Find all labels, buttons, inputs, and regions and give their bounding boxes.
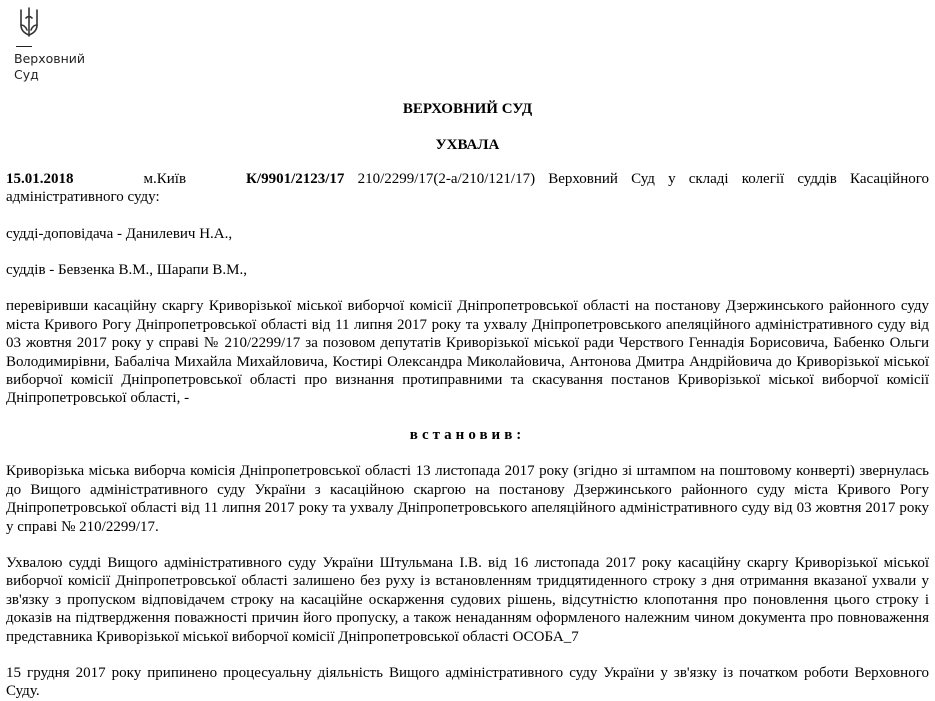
paragraph-2: Ухвалою судді Вищого адміністративного суду України Штульмана І.В. від 16 листопада 2017 року касаційну скаргу Криворізької міської виборчої комісії Дніпропетровської області залишено без руху із встановленням тридцятиденного строку з дня отримання вказаної ухвали у зв'язку з пропуском відповідачем строку на касаційне оскарження судових рішень, відсутністю клопотання про поновлення цього строку і доказів на підтвердження поважності причин його пропуску, а також ненаданням оформленого належним чином документа про повноваження представника Криворізької міської виборчої комісії Дніпропетровської області ОСОБА_7 <box>6 554 929 645</box>
logo-divider <box>16 46 32 47</box>
logo-text <box>14 51 94 83</box>
court-title: ВЕРХОВНИЙ СУД <box>402 101 533 117</box>
document-city: м.Київ <box>143 170 187 187</box>
trident-icon <box>18 6 40 40</box>
review-paragraph: перевіривши касаційну скаргу Криворізької міської виборчої комісії Дніпропетровської області на постанову Дзержинського районного суду міста Кривого Рогу Дніпропетровської області від 11 липня 2017 року та ухвалу Дніпропетровського апеляційного адміністративного суду від 03 жовтня 2017 року у справі № 210/2299/17 за позовом депутатів Криворізької міської ради Черствого Геннадія Борисовича, Бабенко Ольги Володимирівни, Бабаліча Михайла Михайловича, Костирі Олександра Миколайовича, Антонова Дмитра Андрійовича до Криворізької міської виборчої комісії Дніпропетровської області про визнання протиправними та скасування постанов Криворізької міської виборчої комісії Дніпропетровської області, - <box>6 298 929 407</box>
case-number: К/9901/2123/17 <box>246 170 345 187</box>
court-logo <box>14 6 94 83</box>
paragraph-1: Криворізька міська виборча комісія Дніпропетровської області 13 листопада 2017 року (згідно зі штампом на поштовому конверті) звернулась до Вищого адміністративного суду України з касаційною скаргою на постанову Дзержинського районного суду міста Кривого Рогу Дніпропетровської області від 11 липня 2017 року та ухвалу Дніпропетровського апеляційного адміністративного суду від 03 жовтня 2017 року у справі № 210/2299/17. <box>6 463 929 535</box>
paragraph-3: 15 грудня 2017 року припинено процесуальну діяльність Вищого адміністративного суду України у зв'язку із початком роботи Верховного Суду. <box>6 664 929 700</box>
logo-line-2: Суд <box>14 67 39 82</box>
dateline-text: 210/2299/17(2-а/210/121/17) Верховний Суд у складі колегії суддів Касаційного адміністративного суду: <box>6 170 930 206</box>
judges-paragraph: суддів - Бевзенка В.М., Шарапи В.М., <box>6 262 247 279</box>
rapporteur-paragraph: судді-доповідача - Данилевич Н.А., <box>6 225 233 242</box>
dateline <box>6 170 929 207</box>
established-heading: встановив: <box>409 426 526 443</box>
document-body <box>6 100 929 701</box>
document-date: 15.01.2018 <box>6 170 74 187</box>
document-type: УХВАЛА <box>435 137 500 154</box>
logo-line-1: Верховний <box>14 51 86 66</box>
